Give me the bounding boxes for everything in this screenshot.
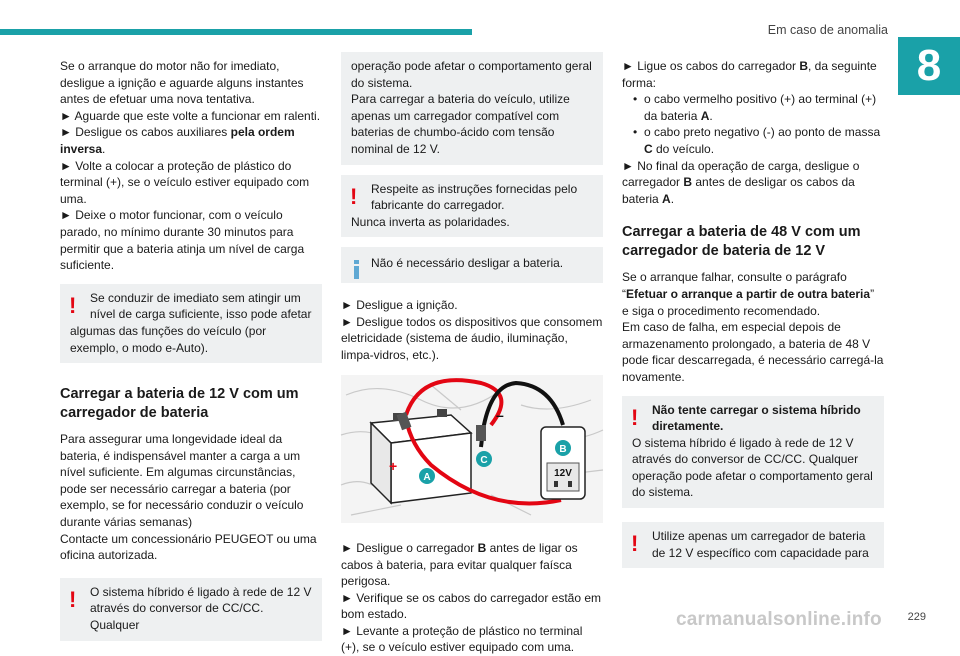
step: ► Aguarde que este volte a funcionar em ralenti. (60, 108, 321, 123)
battery-charging-illustration (341, 375, 603, 523)
warning-box (622, 522, 884, 568)
step: ► Levante a proteção de plástico no terminal (+), se o veículo estiver equipado com uma. (341, 623, 583, 655)
label-a (419, 468, 435, 484)
warning-icon: ! (631, 404, 639, 430)
step: ► Desligue o carregador B antes de ligar os cabos à bateria, para evitar qualquer faísca perigosa. (341, 540, 578, 589)
warning-text: O sistema híbrido é ligado à rede de 12 V através do conversor de CC/CC. Qualquer (90, 584, 312, 633)
warning-text: Utilize apenas um carregador de bateria de 12 V específico com capacidade para (652, 529, 869, 560)
charger-unit (541, 427, 585, 499)
paragraph: Em caso de falha, em especial depois de armazenamento prolongado, a bateria de 48 V pode ficar descarregada, é necessário carregá-la novamente. (622, 320, 884, 384)
bullet-item: • o cabo vermelho positivo (+) ao terminal (+) da bateria A. (622, 91, 884, 124)
warning-icon: ! (631, 531, 639, 557)
info-box (341, 247, 603, 283)
step: ► Ligue os cabos do carregador B, da seguinte forma: (622, 59, 877, 90)
warning-text: operação pode afetar o comportamento geral do sistema. (351, 59, 592, 90)
warning-text: Se conduzir de imediato sem atingir um nível de carga suficiente, isso pode afetar (90, 290, 312, 322)
section-heading: Carregar a bateria de 48 V com um carregador de bateria de 12 V (622, 224, 861, 260)
warning-text: O sistema híbrido é ligado à rede de 12 V através do conversor de CC/CC. Qualquer operação pode afetar o comportamento geral do sistema. (632, 435, 873, 500)
page-header-title: Em caso de anomalia (767, 23, 888, 37)
header-accent-bar (0, 29, 472, 35)
warning-text: Nunca inverta as polaridades. (351, 214, 510, 229)
plus-sign: + (389, 458, 398, 475)
clamp (476, 425, 486, 441)
paragraph: Se o arranque do motor não for imediato, desligue a ignição e aguarde alguns instantes antes de efetuar uma nova tentativa. (60, 59, 304, 107)
warning-box-continued (341, 52, 603, 165)
warning-text: Não tente carregar o sistema híbrido diretamente. (652, 402, 861, 434)
minus-sign: – (496, 407, 504, 424)
section-heading: Carregar a bateria de 12 V com um carregador de bateria (60, 386, 299, 422)
step: ► Desligue todos os dispositivos que consomem eletricidade (sistema de áudio, iluminação, limpa-vidros, etc.). (341, 314, 603, 362)
bullet-item: • o cabo preto negativo (-) ao ponto de massa C do veículo. (622, 124, 884, 157)
paragraph: Se o arranque falhar, consulte o parágrafo “Efetuar o arranque a partir de outra bateria” e siga o procedimento recomendado. (622, 270, 875, 318)
warning-text: algumas das funções do veículo (por exemplo, o modo e-Auto). (70, 323, 267, 355)
svg-text:C: C (480, 455, 488, 467)
column-2 (341, 52, 603, 656)
paragraph: Para assegurar uma longevidade ideal da bateria, é indispensável manter a carga a um nível suficiente. Em algumas circunstâncias, pode ser necessário carregar a bateria (por exemplo, se for necessário conduzir o veículo durante várias semanas) (60, 432, 304, 530)
paragraph: Contacte um concessionário PEUGEOT ou uma oficina autorizada. (60, 531, 317, 563)
page-number: 229 (907, 611, 926, 624)
column-3 (622, 58, 884, 576)
label-b (555, 440, 571, 456)
step: ► Verifique se os cabos do carregador estão em bom estado. (341, 590, 602, 622)
column-1 (60, 58, 322, 649)
warning-icon: ! (69, 292, 77, 318)
step: ► Volte a colocar a proteção de plástico do terminal (+), se o veículo estiver equipado com uma. (60, 158, 310, 206)
warning-box (341, 175, 603, 238)
voltage-label: 12V (554, 468, 572, 480)
svg-text:A: A (423, 472, 431, 484)
info-text: Não é necessário desligar a bateria. (371, 256, 564, 271)
info-icon (350, 258, 364, 280)
svg-text:B: B (559, 444, 567, 456)
warning-icon: ! (69, 586, 77, 612)
step: ► Desligue a ignição. (341, 297, 458, 312)
warning-box (622, 396, 884, 509)
step: ► Deixe o motor funcionar, com o veículo parado, no mínimo durante 30 minutos para permitir que a bateria atinja um nível de carga suficiente. (60, 208, 305, 273)
label-c (476, 451, 492, 467)
warning-box (60, 578, 322, 641)
step: ► No final da operação de carga, desligue o carregador B antes de desligar os cabos da bateria A. (622, 158, 860, 206)
chapter-number-tab: 8 (898, 37, 960, 95)
watermark: carmanualsonline.info (676, 609, 882, 630)
warning-text: Respeite as instruções fornecidas pelo fabricante do carregador. (371, 181, 578, 213)
warning-text: Para carregar a bateria do veículo, utilize apenas um carregador compatível com baterias de chumbo-ácido com tensão nominal de 12 V. (351, 92, 570, 156)
step: ► Desligue os cabos auxiliares pela ordem inversa. (60, 125, 295, 156)
warning-box (60, 284, 322, 363)
warning-icon: ! (350, 183, 358, 209)
